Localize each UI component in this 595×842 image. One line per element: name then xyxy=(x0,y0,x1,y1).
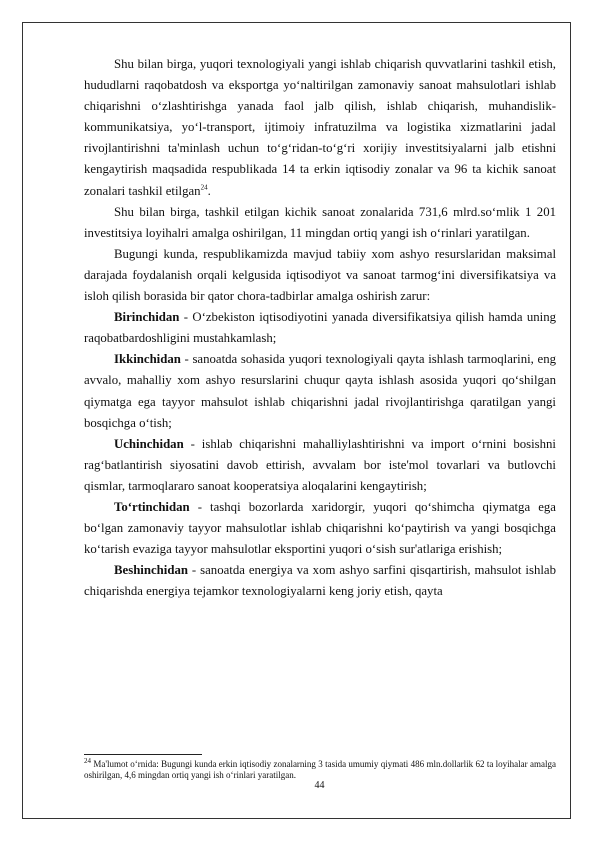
paragraph-1-text: Shu bilan birga, yuqori texnologiyali yangi ishlab chiqarish quvvatlarini tashkil etish, hududlarni raqobatdosh va eksportga yo‘naltirilgan zamonaviy sanoat mahsulotlari ishlab chiqarishni o‘zlashtirishga yanada faol jalb qilish, ishlab chiqarish, muhandislik-kommunikatsiya, yo‘l-transport, ijtimoiy infratuzilma va logistika xizmatlarini jadal rivojlantirishni ta'minlash uchun to‘g‘ridan-to‘g‘ri xorijiy investitsiyalarni jalb etishni kengaytirish maqsadida respublikada 14 ta erkin iqtisodiy zonalar va 96 ta kichik sanoat zonalari tashkil etilgan xyxy=(84,57,556,198)
paragraph-3: Bugungi kunda, respublikamizda mavjud tabiiy xom ashyo resurslaridan maksimal darajada foydalanish orqali kelgusida iqtisodiyot va sanoat tarmog‘ini diversifikatsiya va isloh qilish borasida bir qator chora-tadbirlar amalga oshirish zarur: xyxy=(84,246,556,304)
footnote-text: Ma'lumot o‘rnida: Bugungi kunda erkin iqtisodiy zonalarning 3 tasida umumiy qiymati 486 mln.dollarlik 62 ta loyihalar amalga oshirilgan, 4,6 mingdan ortiq yangi ish o‘rinlari yaratilgan. xyxy=(84,759,556,780)
paragraph-7-lead: To‘rtinchidan xyxy=(114,499,190,514)
paragraph-1 xyxy=(84,54,556,202)
paragraph-5-lead: Ikkinchidan xyxy=(114,352,181,367)
footnote xyxy=(84,759,556,781)
paragraph-6 xyxy=(84,434,556,497)
paragraph-7-text: - tashqi bozorlarda xaridorgir, yuqori qo‘shimcha qiymatga ega bo‘lgan zamonaviy tayyor mahsulotlar ishlab chiqarishni ko‘paytirish va yangi bosqichga ko‘tarish evaziga tayyor mahsulotlar eksportini yuqori o‘sish sur'atlariga erishish; xyxy=(84,499,556,557)
paragraph-8-lead: Beshinchidan xyxy=(114,563,188,578)
paragraph-4 xyxy=(84,307,556,349)
paragraph-5 xyxy=(84,349,556,433)
paragraph-4-lead: Birinchidan xyxy=(114,310,180,325)
paragraph-7 xyxy=(84,497,556,560)
paragraph-8-text: - sanoatda energiya va xom ashyo sarfini qisqartirish, mahsulot ishlab chiqarishda energiya tejamkor texnologiyalarni keng joriy etish, qayta xyxy=(84,563,556,599)
footnote-mark: 24 xyxy=(84,757,91,765)
paragraph-4-text: - O‘zbekiston iqtisodiyotini yanada diversifikatsiya qilish hamda uning raqobatbardoshligini mustahkamlash; xyxy=(84,310,556,346)
paragraph-8 xyxy=(84,560,556,602)
page-number: 44 xyxy=(314,780,325,791)
paragraph-2: Shu bilan birga, tashkil etilgan kichik sanoat zonalarida 731,6 mlrd.so‘mlik 1 201 investitsiya loyihalri amalga oshirilgan, 11 mingdan ortiq yangi ish o‘rinlari yaratilgan. xyxy=(84,204,556,240)
footnote-reference[interactable]: 24 xyxy=(200,183,208,192)
paragraph-6-lead: Uchinchidan xyxy=(114,436,184,451)
body-text xyxy=(84,54,556,602)
paragraph-5-text: - sanoatda sohasida yuqori texnologiyali qayta ishlash tarmoqlarini, eng avvalo, mahalliy xom ashyo resurslarini chuqur qayta ishlash asosida yuqori qo‘shilgan qiymatga ega tayyor mahsulot ishlab chiqarishni jadal rivojlantirishga qaratilgan yangi bosqichga o‘tish; xyxy=(84,352,556,430)
paragraph-6-text: - ishlab chiqarishni mahalliylashtirishni va import o‘rnini bosishni rag‘batlantirish siyosatini davob ettirish, avvalam bor iste'mol tovarlari va butlovchi qismlar, tarmoqlararo sanoat kooperatsiya aloqalarini kengaytirish; xyxy=(84,436,556,493)
paragraph-1-end: . xyxy=(207,183,211,198)
footnote-separator xyxy=(84,754,202,755)
